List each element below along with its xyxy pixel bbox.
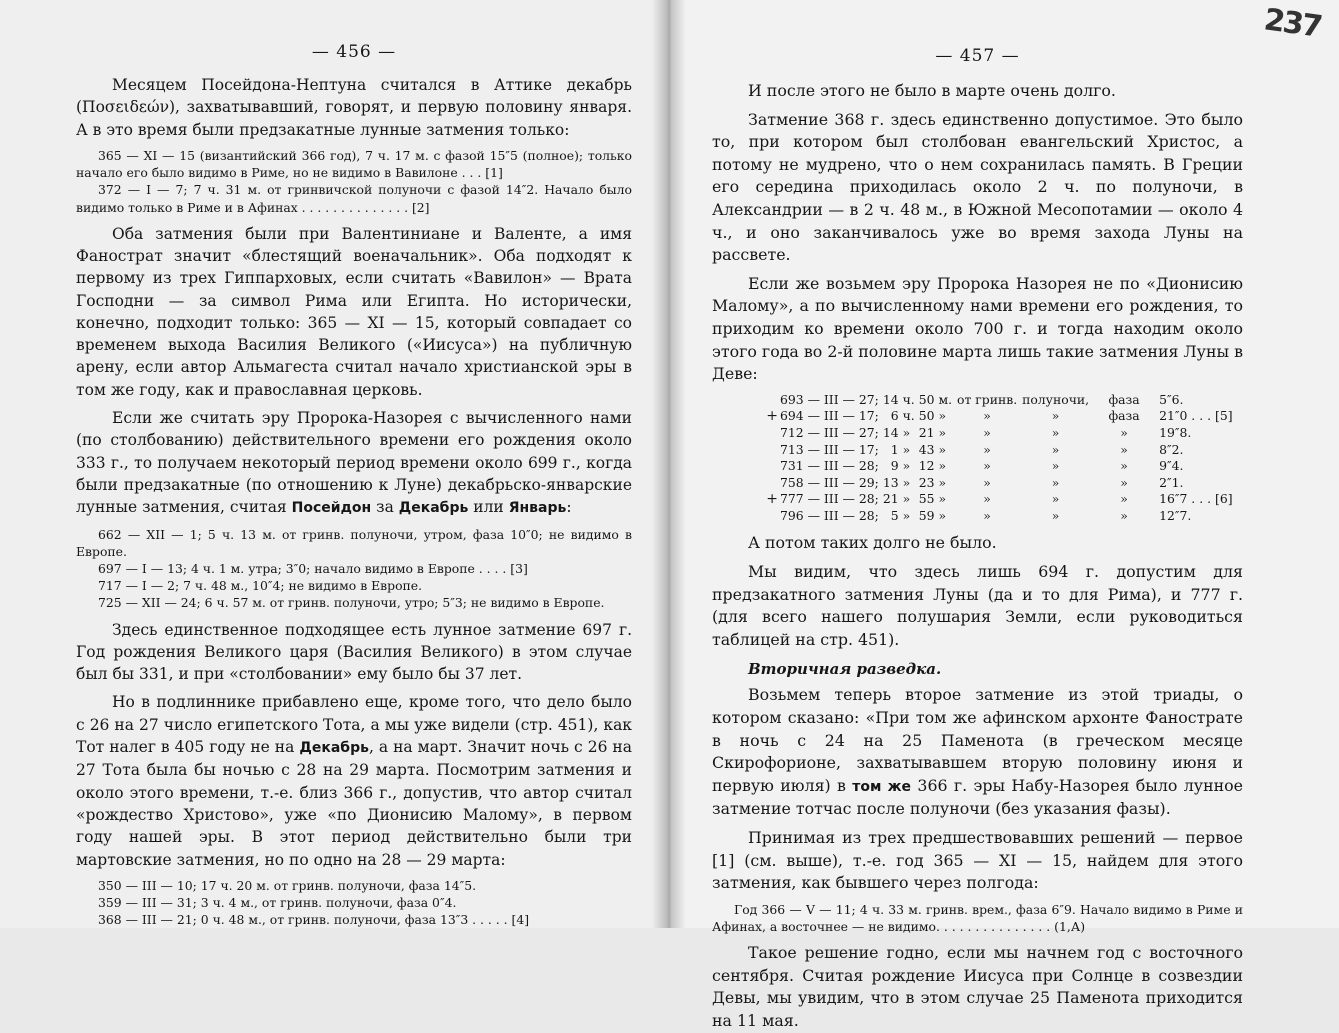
eclipse-cell-ref: [5] xyxy=(1215,408,1233,424)
eclipse-cell-q1: » xyxy=(983,424,991,440)
eclipse-cell-q1: » xyxy=(983,474,991,490)
eclipse-table-row xyxy=(766,408,1237,425)
right-paragraph-2: Затмение 368 г. здесь единственно допустимое. Это было то, при котором был столбован евангельский Христос, а потому не мудрено, что о нем сохранилась память. В Греции его середина приходилась около 2 ч. по полуночи, в Александрии — в 2 ч. 48 м., в Южной Месопотамии — около 4 ч., и оно заканчивалось уже во время захода Луны на рассвете. xyxy=(712,109,1243,265)
eclipse-cell-h: 9 xyxy=(890,458,899,474)
eclipse-cell-mark xyxy=(766,392,780,409)
left-paragraph-2: Оба затмения были при Валентиниане и Валенте, а имя Фанострат значит «блестящий военачальник». Оба подходят к первому из трех Гиппарховых, если считать «Вавилон» — Врата Господни — за символ Рима или Египта. Но исторически, конечно, подходит только: 365 — XI — 15, который совпадает со временем выхода Василия Великого («Иисуса») на публичную арену, если автор Альмагеста считал начало христианской эры в том же году, как и православная церковь. xyxy=(76,224,632,399)
eclipse-cell-phase: 19″8. xyxy=(1159,424,1192,440)
eclipse-cell-date: 731 — III — 28; xyxy=(780,458,879,474)
eclipse-cell-phase: 8″2. xyxy=(1159,441,1184,457)
eclipse-cell-h: 21 xyxy=(882,491,899,507)
eclipse-cell-m: 55 xyxy=(918,491,935,507)
eclipse-cell-h: 6 xyxy=(890,408,899,424)
eclipse-table-row xyxy=(766,425,1237,442)
left-page xyxy=(0,0,668,928)
eclipse-cell-m: 59 xyxy=(918,507,935,523)
eclipse-cell-mark: + xyxy=(766,491,778,508)
right-paragraph-7: Принимая из трех предшествовавших решений — первое [1] (см. выше), т.-е. год 365 — XI — 15, найдем для этого затмения, как бывшего через полгода: xyxy=(712,828,1243,893)
eclipse-cell-q2: » xyxy=(1051,424,1060,440)
eclipse-list-4 xyxy=(712,901,1243,935)
eclipse-entry: 365 — XI — 15 (византийский 366 год), 7 ч. 17 м. с фазой 15″5 (полное); только начало его было видимо в Риме, но не видимо в Вавилоне . . . [1] xyxy=(76,147,632,181)
eclipse-cell-h: 1 xyxy=(890,441,899,457)
eclipse-cell-mu: м. xyxy=(938,391,953,407)
eclipse-cell-q1: от гринв. xyxy=(957,391,1018,407)
eclipse-cell-date: 694 — III — 17; xyxy=(780,408,879,424)
eclipse-cell-q3: » xyxy=(1120,458,1128,474)
eclipse-cell-mark xyxy=(766,442,780,459)
eclipse-cell-q2: » xyxy=(1051,458,1060,474)
eclipse-entry: 662 — XII — 1; 5 ч. 13 м. от гринв. полуночи, утром, фаза 10″0; не видимо в Европе. xyxy=(76,526,632,559)
eclipse-cell-hu: » xyxy=(902,507,911,523)
eclipse-cell-ref xyxy=(1215,425,1237,442)
eclipse-cell-h: 14 xyxy=(882,424,899,440)
eclipse-entry: 717 — I — 2; 7 ч. 48 м., 10″4; не видимо в Европе. xyxy=(98,578,423,594)
eclipse-cell-m: 23 xyxy=(918,474,935,490)
eclipse-entry: 359 — III — 31; 3 ч. 4 м., от гринв. полуночи, фаза 0″4. xyxy=(98,895,457,911)
eclipse-cell-ref xyxy=(1215,442,1237,459)
eclipse-cell-ref xyxy=(1215,392,1237,409)
page-number-right: — 457 — xyxy=(935,46,1020,66)
section-heading: Вторичная разведка. xyxy=(748,660,942,679)
right-paragraph-3: Если же возьмем эру Пророка Назорея не по «Дионисию Малому», а по вычисленному нами времени его рождения, то приходим ко времени около 700 г. и тогда находим около этого года во 2-й половине марта лишь такие затмения Луны в Деве: xyxy=(712,273,1243,384)
eclipse-table-row xyxy=(766,508,1237,525)
eclipse-cell-q2: » xyxy=(1051,507,1060,523)
eclipse-entry: 372 — I — 7; 7 ч. 31 м. от гринвичской полуночи с фазой 14″2. Начало было видимо только в Риме и в Афинах . . . . . . . . . . . . . . [2] xyxy=(76,182,632,215)
eclipse-list-1 xyxy=(76,147,632,216)
eclipse-cell-mark xyxy=(766,458,780,475)
eclipse-cell-mark: + xyxy=(766,408,778,425)
eclipse-cell-mark xyxy=(766,425,780,442)
eclipse-cell-hu: » xyxy=(902,474,911,490)
eclipse-cell-q3: » xyxy=(1120,474,1128,490)
eclipse-cell-ref xyxy=(1215,458,1237,475)
eclipse-entry: Год 366 — V — 11; 4 ч. 33 м. гринв. врем., фаза 6″9. Начало видимо в Риме и Афинах, а восточнее — не видимо. . . . . . . . . . . . . . . (1,А) xyxy=(712,901,1243,934)
eclipse-list-2 xyxy=(76,526,632,612)
eclipse-table-row xyxy=(766,475,1237,492)
eclipse-list-3 xyxy=(76,877,632,929)
eclipse-cell-hu: » xyxy=(902,424,911,440)
eclipse-cell-mu: » xyxy=(938,424,947,440)
left-paragraph-5: Но в подлиннике прибавлено еще, кроме того, что дело было с 26 на 27 число египетского Тота, а мы уже видели (стр. 451), как Тот налег в 405 году не на Декабрь, а на март. Значит ночь с 26 на 27 Тота была бы ночью с 28 на 29 марта. Посмотрим затмения и около этого времени, т.-е. близ 366 г., допустив, что автор считал «рождество Христово», уже «по Дионисию Малому», в первом году нашей эры. В этот период действительно были три мартовские затмения, но по одно на 28 — 29 марта: xyxy=(76,693,632,869)
eclipse-cell-q3: фаза xyxy=(1108,408,1140,424)
right-paragraph-8: Такое решение годно, если мы начнем год с восточного сентября. Считая рождение Иисуса при Солнце в созвездии Девы, мы увидим, что в этом случае 25 Паменота приходится на 11 мая. xyxy=(712,943,1243,1030)
eclipse-cell-q3: » xyxy=(1120,491,1128,507)
eclipse-cell-q3: » xyxy=(1120,441,1128,457)
eclipse-cell-phase: 5″6. xyxy=(1159,391,1184,407)
eclipse-table-row xyxy=(766,392,1237,409)
eclipse-cell-date: 693 — III — 27; xyxy=(780,391,879,407)
eclipse-cell-h: 14 xyxy=(882,391,899,407)
eclipse-entry: 350 — III — 10; 17 ч. 20 м. от гринв. полуночи, фаза 14″5. xyxy=(98,877,477,893)
eclipse-cell-q1: » xyxy=(983,408,991,424)
eclipse-cell-hu: ч. xyxy=(902,391,915,407)
eclipse-cell-phase: 9″4. xyxy=(1159,458,1184,474)
eclipse-cell-mu: » xyxy=(938,458,947,474)
eclipse-cell-mu: » xyxy=(938,408,947,424)
eclipse-cell-phase: 21″0 . . . xyxy=(1159,408,1212,424)
book-gutter-shadow xyxy=(652,0,686,928)
eclipse-cell-date: 796 — III — 28; xyxy=(780,507,879,523)
eclipse-cell-q1: » xyxy=(983,441,991,457)
right-paragraph-6: Возьмем теперь второе затмение из этой триады, о котором сказано: «При том же афинском архонте Фанострате в ночь с 24 на 25 Паменота (в греческом месяце Скирофорионе, захватывавшем вторую половину июня и первую июля) в том же 366 г. эры Набу-Назорея было лунное затмение тотчас после полуночи (без указания фазы). xyxy=(712,685,1243,819)
eclipse-cell-phase: 12″7. xyxy=(1159,507,1192,523)
eclipse-cell-hu: ч. xyxy=(902,408,915,424)
eclipse-entry: 697 — I — 13; 4 ч. 1 м. утра; 3″0; начало видимо в Европе . . . . [3] xyxy=(98,560,528,576)
eclipse-cell-mark xyxy=(766,475,780,492)
eclipse-cell-q2: » xyxy=(1051,441,1060,457)
eclipse-cell-q1: » xyxy=(983,458,991,474)
eclipse-cell-q1: » xyxy=(983,491,991,507)
eclipse-table-row xyxy=(766,458,1237,475)
eclipse-cell-mu: » xyxy=(938,507,947,523)
eclipse-table xyxy=(766,392,1237,525)
eclipse-cell-date: 713 — III — 17; xyxy=(780,441,879,457)
eclipse-cell-date: 712 — III — 27; xyxy=(780,424,879,440)
eclipse-cell-q2: полуночи, xyxy=(1022,391,1090,407)
eclipse-cell-date: 777 — III — 28; xyxy=(780,491,879,507)
right-page xyxy=(668,0,1339,1030)
eclipse-cell-q2: » xyxy=(1051,408,1060,424)
eclipse-cell-hu: » xyxy=(902,441,911,457)
right-paragraph-4: А потом таких долго не было. xyxy=(748,533,997,553)
eclipse-cell-m: 50 xyxy=(918,408,935,424)
eclipse-cell-q2: » xyxy=(1051,491,1060,507)
eclipse-cell-hu: » xyxy=(902,491,911,507)
eclipse-cell-m: 21 xyxy=(918,424,935,440)
eclipse-cell-ref xyxy=(1215,508,1237,525)
eclipse-cell-mu: » xyxy=(938,491,947,507)
eclipse-cell-date: 758 — III — 29; xyxy=(780,474,879,490)
eclipse-cell-mu: » xyxy=(938,441,947,457)
eclipse-table-row xyxy=(766,442,1237,459)
eclipse-table-row xyxy=(766,491,1237,508)
eclipse-cell-ref xyxy=(1215,475,1237,492)
eclipse-entry: 725 — XII — 24; 6 ч. 57 м. от гринв. полуночи, утро; 5″3; не видимо в Европе. xyxy=(98,595,605,611)
eclipse-cell-m: 43 xyxy=(918,441,935,457)
eclipse-cell-mark xyxy=(766,508,780,525)
eclipse-cell-h: 13 xyxy=(882,474,899,490)
eclipse-cell-q3: фаза xyxy=(1108,391,1140,407)
left-paragraph-4: Здесь единственное подходящее есть лунное затмение 697 г. Год рождения Великого царя (Василия Великого) в этом случае был бы 331, и при «столбовании» ему было бы 37 лет. xyxy=(76,620,632,684)
eclipse-cell-hu: » xyxy=(902,458,911,474)
eclipse-cell-q3: » xyxy=(1120,507,1128,523)
handwritten-margin-note: 237 xyxy=(1262,2,1324,45)
eclipse-entry: 368 — III — 21; 0 ч. 48 м., от гринв. полуночи, фаза 13″3 . . . . . [4] xyxy=(98,912,530,928)
right-paragraph-5: Мы видим, что здесь лишь 694 г. допустим для предзакатного затмения Луны (да и то для Рима), и 777 г. (для всего нашего полушария Земли, если руководиться таблицей на стр. 451). xyxy=(712,562,1243,649)
eclipse-cell-q3: » xyxy=(1120,424,1128,440)
eclipse-cell-mu: » xyxy=(938,474,947,490)
page-number-left: — 456 — xyxy=(311,42,397,62)
eclipse-cell-h: 5 xyxy=(890,507,899,523)
left-paragraph-1: Месяцем Посейдона-Нептуна считался в Аттике декабрь (Ποσειδεών), захватывавший, говорят, и первую половину января. А в это время были предзакатные лунные затмения только: xyxy=(76,76,632,139)
right-paragraph-1: И после этого не было в марте очень долго. xyxy=(748,81,1116,100)
eclipse-cell-ref: [6] xyxy=(1215,491,1233,507)
eclipse-cell-phase: 16″7 . . . xyxy=(1159,491,1212,507)
eclipse-cell-phase: 2″1. xyxy=(1159,474,1184,490)
eclipse-cell-q1: » xyxy=(983,507,991,523)
eclipse-cell-m: 50 xyxy=(918,391,935,407)
eclipse-cell-m: 12 xyxy=(918,458,935,474)
eclipse-cell-q2: » xyxy=(1051,474,1060,490)
left-paragraph-3: Если же считать эру Пророка-Назорея с вычисленного нами (по столбованию) действительного времени его рождения около 333 г., то получаем некоторый период времени около 699 г., когда были предзакатные (по отношению к Луне) декабрьско-январские лунные затмения, считая Посейдон за Декабрь или Январь: xyxy=(76,409,632,517)
